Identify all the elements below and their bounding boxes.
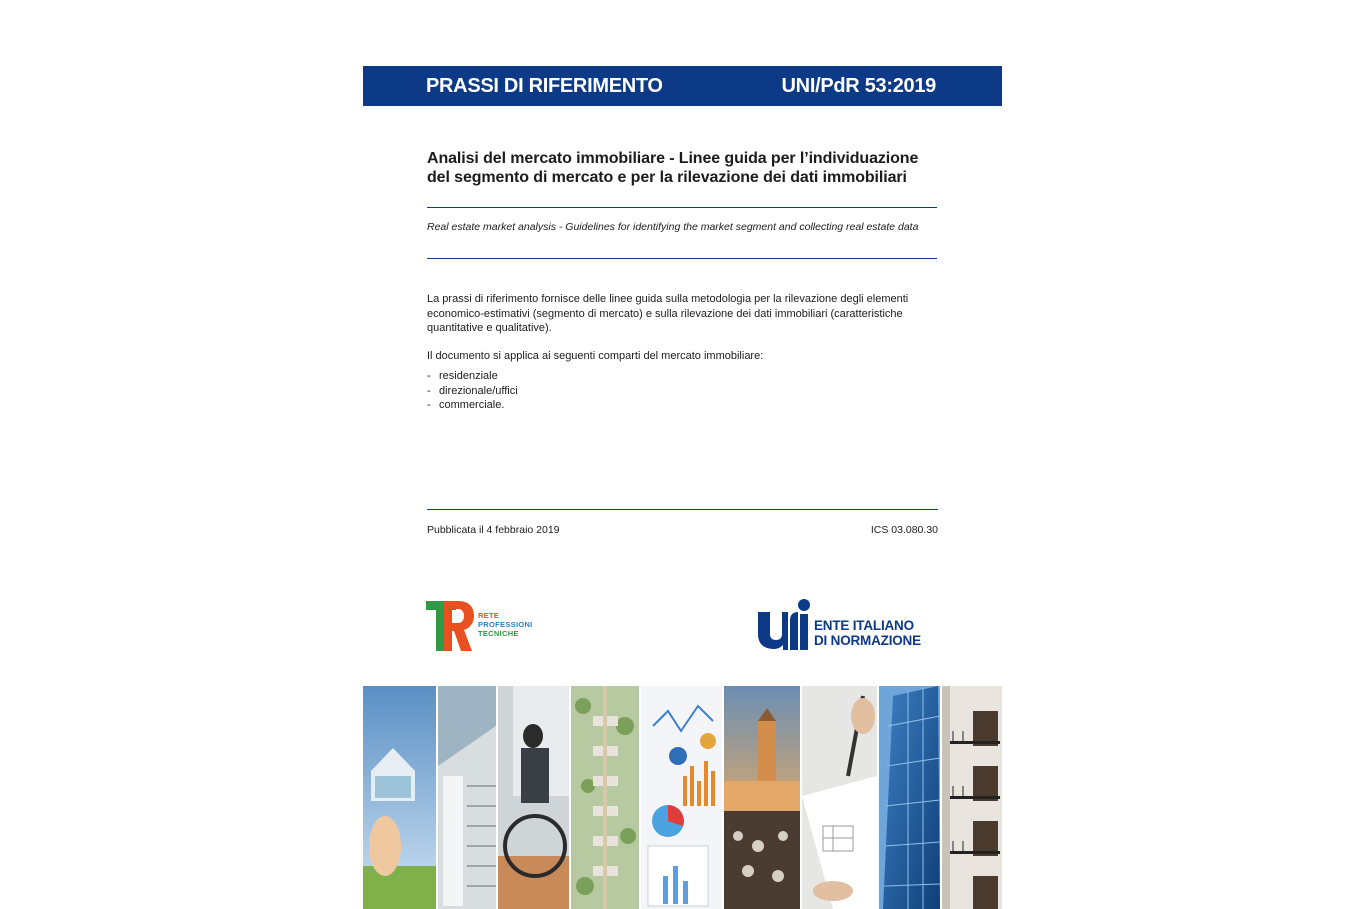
- photo-white-building: [438, 686, 496, 909]
- ics-code: ICS 03.080.30: [870, 524, 938, 536]
- title-line-2: del segmento di mercato e per la rilevazione dei dati immobiliari: [427, 169, 907, 186]
- divider: [427, 509, 938, 510]
- sector-list: [427, 369, 518, 413]
- photo-wheelchair: [498, 686, 569, 909]
- list-item: - residenziale: [427, 370, 498, 382]
- rpt-logo-text: RETE PROFESSIONI TECNICHE: [478, 611, 533, 638]
- document-title: [427, 149, 947, 187]
- abstract-paragraph: La prassi di riferimento fornisce delle linee guida sulla metodologia per la rilevazione degli elementi economico-estimativi (segmento di mercato) e sulla rilevazione dei dati immobiliari (caratteristiche quantitative e qualitative).: [427, 293, 909, 334]
- divider: [427, 207, 937, 208]
- title-line-1: Analisi del mercato immobiliare - Linee guida per l’individuazione: [427, 150, 919, 167]
- photo-glass-tower: [879, 686, 940, 909]
- publication-date: Pubblicata il 4 febbraio 2019: [427, 524, 560, 536]
- photo-urban-plan: [571, 686, 639, 909]
- uni-logo-text: ENTE ITALIANO DI NORMAZIONE: [814, 618, 921, 648]
- list-item: - direzionale/uffici: [427, 384, 518, 397]
- photo-apartment-balconies: [942, 686, 1002, 909]
- scope-paragraph: Il documento si applica ai seguenti comparti del mercato immobiliare:: [427, 350, 764, 362]
- photo-house-card: [363, 686, 436, 909]
- document-code: UNI/PdR 53:2019: [781, 75, 936, 97]
- divider: [427, 258, 937, 259]
- photo-drafting-plan: [802, 686, 877, 909]
- list-item: - commerciale.: [427, 399, 505, 411]
- english-subtitle: Real estate market analysis - Guidelines for identifying the market segment and collecting real estate data: [427, 221, 919, 233]
- series-label: PRASSI DI RIFERIMENTO: [426, 75, 663, 97]
- photo-collage-strip: [363, 686, 1002, 909]
- header-banner: [363, 66, 1002, 106]
- photo-piazza: [724, 686, 800, 909]
- uni-logo: [756, 598, 816, 650]
- photo-business-charts: [641, 686, 722, 909]
